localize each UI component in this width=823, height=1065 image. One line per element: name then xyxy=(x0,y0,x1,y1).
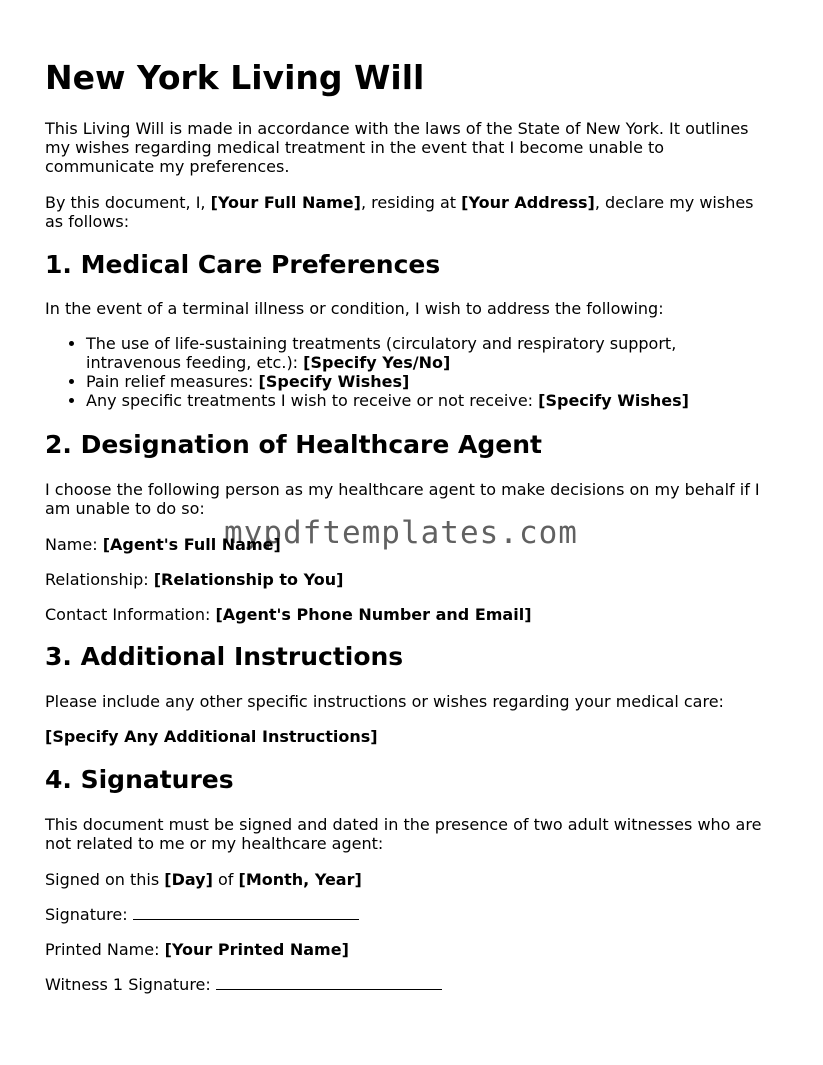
section-4-heading: 4. Signatures xyxy=(45,765,234,794)
relationship-label: Relationship: xyxy=(45,570,154,589)
printed-name-line xyxy=(45,940,775,959)
month-year-field: [Month, Year] xyxy=(238,870,362,889)
section-1-lead: In the event of a terminal illness or condition, I wish to address the following: xyxy=(45,299,664,318)
agent-contact-line xyxy=(45,605,775,624)
list-item-field: [Specify Wishes] xyxy=(538,391,689,410)
day-field: [Day] xyxy=(164,870,213,889)
additional-instructions-text: [Specify Any Additional Instructions] xyxy=(45,727,378,746)
list-item-field: [Specify Wishes] xyxy=(258,372,410,391)
additional-instructions-field xyxy=(45,727,775,746)
contact-label: Contact Information: xyxy=(45,605,216,624)
list-item xyxy=(86,391,775,410)
section-1-heading: 1. Medical Care Preferences xyxy=(45,250,441,279)
page-title: New York Living Will xyxy=(45,58,425,97)
agent-relationship-line xyxy=(45,570,775,589)
declaration-text-b: , residing at xyxy=(360,193,462,212)
witness-1-signature-blank[interactable] xyxy=(216,975,442,990)
medical-preferences-list xyxy=(45,334,775,410)
list-item-field: [Specify Yes/No] xyxy=(303,353,451,372)
declaration-text-c: , declare my wishes as follows: xyxy=(45,193,754,231)
signature-blank[interactable] xyxy=(133,905,359,920)
signed-text-a: Signed on this xyxy=(45,870,165,889)
witness-1-line xyxy=(45,975,775,994)
watermark: mypdftemplates.com xyxy=(224,515,578,551)
intro-paragraph: This Living Will is made in accordance with the laws of the State of New York. It outlines my wishes regarding medical treatment in the event that I become unable to communicate my preferences. xyxy=(45,119,749,176)
full-name-field: [Your Full Name] xyxy=(210,193,361,212)
witness-1-label: Witness 1 Signature: xyxy=(45,975,211,994)
address-field: [Your Address] xyxy=(461,193,595,212)
declaration-text-a: By this document, I, xyxy=(45,193,211,212)
relationship-field: [Relationship to You] xyxy=(153,570,344,589)
declaration-paragraph xyxy=(45,193,775,231)
section-2-heading: 2. Designation of Healthcare Agent xyxy=(45,430,542,459)
section-3-heading: 3. Additional Instructions xyxy=(45,642,404,671)
printed-name-field: [Your Printed Name] xyxy=(164,940,349,959)
agent-name-line xyxy=(45,535,775,554)
signature-label: Signature: xyxy=(45,905,128,924)
signed-text-b: of xyxy=(212,870,239,889)
agent-name-field: [Agent's Full Name] xyxy=(102,535,281,554)
signature-line xyxy=(45,905,775,924)
list-item xyxy=(86,372,775,391)
agent-name-label: Name: xyxy=(45,535,103,554)
printed-name-label: Printed Name: xyxy=(45,940,165,959)
contact-field: [Agent's Phone Number and Email] xyxy=(215,605,532,624)
list-item-text: Any specific treatments I wish to receive or not receive: xyxy=(86,391,539,410)
list-item-text: Pain relief measures: xyxy=(86,372,259,391)
section-2-lead: I choose the following person as my healthcare agent to make decisions on my behalf if I am unable to do so: xyxy=(45,480,760,518)
section-3-lead: Please include any other specific instructions or wishes regarding your medical care: xyxy=(45,692,724,711)
signed-date-line xyxy=(45,870,775,889)
list-item xyxy=(86,334,775,372)
section-4-lead: This document must be signed and dated in the presence of two adult witnesses who are not related to me or my healthcare agent: xyxy=(45,815,762,853)
list-item-text: The use of life-sustaining treatments (circulatory and respiratory support, intravenous feeding, etc.): xyxy=(86,334,677,372)
